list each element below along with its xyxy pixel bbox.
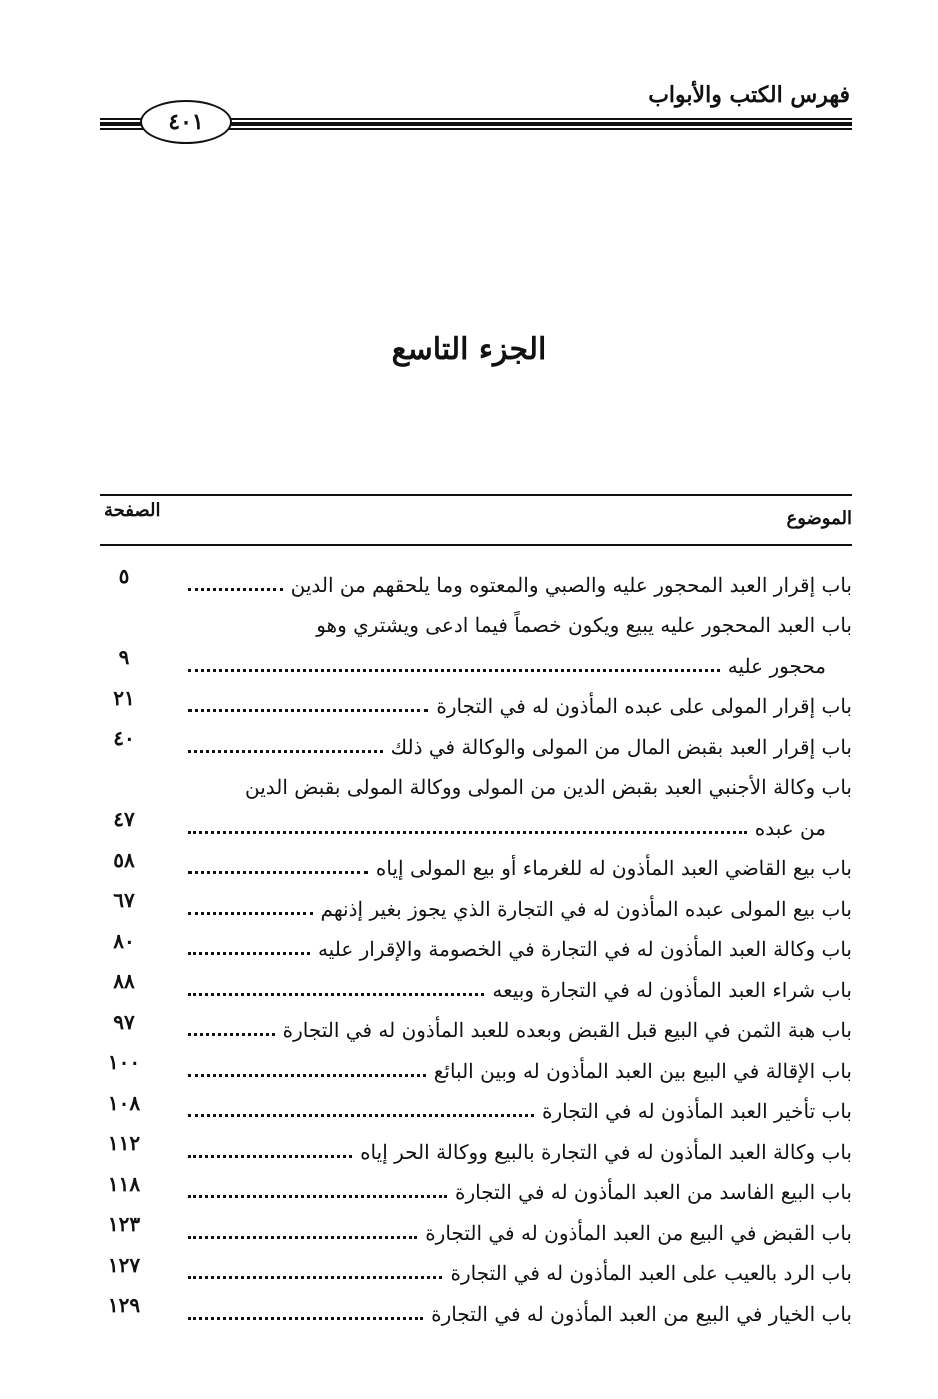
- toc-entry-line: [100, 965, 852, 1006]
- toc-entry: [100, 1046, 852, 1087]
- dot-leader: [188, 831, 747, 834]
- toc-entry-page: ٤٧: [113, 807, 135, 831]
- toc-entry: [100, 601, 852, 682]
- toc-entry-title: باب الخيار في البيع من العبد المأذون له في التجارة: [431, 1301, 852, 1326]
- toc-entry-title: باب وكالة العبد المأذون له في التجارة في الخصومة والإقرار عليه: [317, 937, 852, 961]
- toc-entry-title: باب تأخير العبد المأذون له في التجارة: [542, 1099, 852, 1123]
- toc-entry: [100, 965, 852, 1006]
- dot-leader: [188, 1236, 417, 1239]
- toc-entry-line: [100, 763, 852, 804]
- toc-entry-title: باب العبد المحجور عليه يبيع ويكون خصماً فيما ادعى ويشتري وهو: [316, 613, 852, 637]
- dot-leader: [188, 1033, 275, 1036]
- toc-entry-title: باب البيع الفاسد من العبد المأذون له في التجارة: [454, 1180, 852, 1204]
- dot-leader: [188, 1317, 423, 1320]
- toc-entry-line: [100, 1249, 852, 1290]
- toc-entry-page: ٦٧: [113, 888, 135, 912]
- toc-entry: [100, 682, 852, 723]
- column-header-topic: الموضوع: [786, 508, 852, 529]
- divider: [100, 544, 852, 546]
- toc-entry: [100, 1168, 852, 1209]
- dot-leader: [188, 709, 428, 712]
- toc-entry-line: [100, 1006, 852, 1047]
- toc-entry: [100, 722, 852, 763]
- toc-entry-page: ٨٠: [113, 928, 135, 953]
- toc-entry-line: [100, 1208, 852, 1249]
- toc-entry-title: باب القبض في البيع من العبد المأذون له في التجارة: [425, 1220, 852, 1245]
- dot-leader: [188, 952, 310, 955]
- toc-entry-line: [100, 1087, 852, 1128]
- dot-leader: [188, 871, 368, 874]
- dot-leader: [188, 1074, 426, 1077]
- part-title: الجزء التاسع: [391, 332, 547, 367]
- toc-entry-page: ١٢٧: [107, 1252, 141, 1277]
- toc-entry-title: باب هبة الثمن في البيع قبل القبض وبعده للعبد المأذون له في التجارة: [282, 1018, 852, 1042]
- dot-leader: [188, 1276, 442, 1279]
- dot-leader: [188, 1195, 447, 1198]
- toc-entry: [100, 844, 852, 885]
- toc-entry-title: باب بيع القاضي العبد المأذون له للغرماء أو بيع المولى إياه: [375, 856, 852, 880]
- dot-leader: [188, 1114, 534, 1117]
- dot-leader: [188, 588, 283, 591]
- toc-entry-line: [100, 601, 852, 642]
- toc-entry-page: ١٠٨: [107, 1090, 141, 1115]
- toc-entry-page: ٢١: [113, 685, 135, 710]
- column-header-page: الصفحة: [104, 500, 161, 521]
- dot-leader: [188, 1155, 352, 1158]
- toc-entry-page: ١١٨: [107, 1171, 141, 1196]
- toc-entry-line: [100, 884, 852, 925]
- toc-entry: [100, 1208, 852, 1249]
- toc-entry-title: باب وكالة العبد المأذون له في التجارة بالبيع ووكالة الحر إياه: [360, 1139, 852, 1164]
- column-header-row: [100, 494, 852, 546]
- toc-entry-title: من عبده: [754, 815, 826, 840]
- toc-entry-line: [100, 925, 852, 966]
- toc-entry: [100, 763, 852, 844]
- toc-entry-title: باب إقرار العبد المحجور عليه والصبي والمعتوه وما يلحقهم من الدين: [290, 572, 852, 597]
- toc-list: [100, 560, 852, 1330]
- running-title: فهرس الكتب والأبواب: [648, 82, 850, 108]
- toc-entry-title: باب شراء العبد المأذون له في التجارة وبيعه: [492, 977, 852, 1002]
- toc-entry-title: باب إقرار المولى على عبده المأذون له في التجارة: [436, 694, 852, 718]
- toc-entry: [100, 1249, 852, 1290]
- toc-entry-line: [100, 1168, 852, 1209]
- divider: [100, 494, 852, 496]
- toc-entry-line: [100, 1046, 852, 1087]
- toc-entry-page: ٤٠: [113, 726, 135, 750]
- toc-entry-line: [100, 803, 852, 844]
- toc-entry-page: ٩٧: [113, 1009, 135, 1034]
- toc-entry-title: باب وكالة الأجنبي العبد بقبض الدين من المولى ووكالة المولى بقبض الدين: [244, 775, 852, 799]
- toc-entry: [100, 1087, 852, 1128]
- toc-entry-title: باب الرد بالعيب على العبد المأذون له في التجارة: [450, 1261, 852, 1285]
- toc-entry-page: ٨٨: [113, 969, 135, 993]
- toc-entry: [100, 925, 852, 966]
- toc-entry-line: [100, 560, 852, 601]
- page-number: ٤٠١: [140, 100, 232, 144]
- toc-entry: [100, 1127, 852, 1168]
- toc-entry-title: باب بيع المولى عبده المأذون له في التجارة الذي يجوز بغير إذنهم: [320, 896, 852, 921]
- dot-leader: [188, 912, 313, 915]
- toc-entry-page: ١٠٠: [107, 1050, 141, 1074]
- toc-entry-page: ٩: [118, 645, 130, 669]
- dot-leader: [188, 993, 484, 996]
- toc-entry-page: ٥: [118, 564, 130, 588]
- header-rule: [100, 109, 852, 135]
- toc-entry-line: [100, 1127, 852, 1168]
- toc-entry-line: [100, 641, 852, 682]
- toc-entry: [100, 1289, 852, 1330]
- toc-entry: [100, 1006, 852, 1047]
- toc-entry-page: ٥٨: [113, 847, 135, 872]
- dot-leader: [188, 669, 720, 672]
- toc-entry: [100, 884, 852, 925]
- toc-entry-line: [100, 682, 852, 723]
- toc-entry-page: ١٢٩: [107, 1293, 141, 1317]
- toc-entry: [100, 560, 852, 601]
- toc-entry-line: [100, 844, 852, 885]
- toc-entry-title: باب إقرار العبد بقبض المال من المولى والوكالة في ذلك: [390, 734, 852, 759]
- toc-entry-title: باب الإقالة في البيع بين العبد المأذون له وبين البائع: [433, 1058, 852, 1083]
- toc-entry-title: محجور عليه: [727, 653, 826, 678]
- toc-entry-page: ١١٢: [107, 1131, 141, 1155]
- dot-leader: [188, 750, 383, 753]
- toc-entry-line: [100, 722, 852, 763]
- toc-entry-line: [100, 1289, 852, 1330]
- toc-entry-page: ١٢٣: [107, 1212, 141, 1236]
